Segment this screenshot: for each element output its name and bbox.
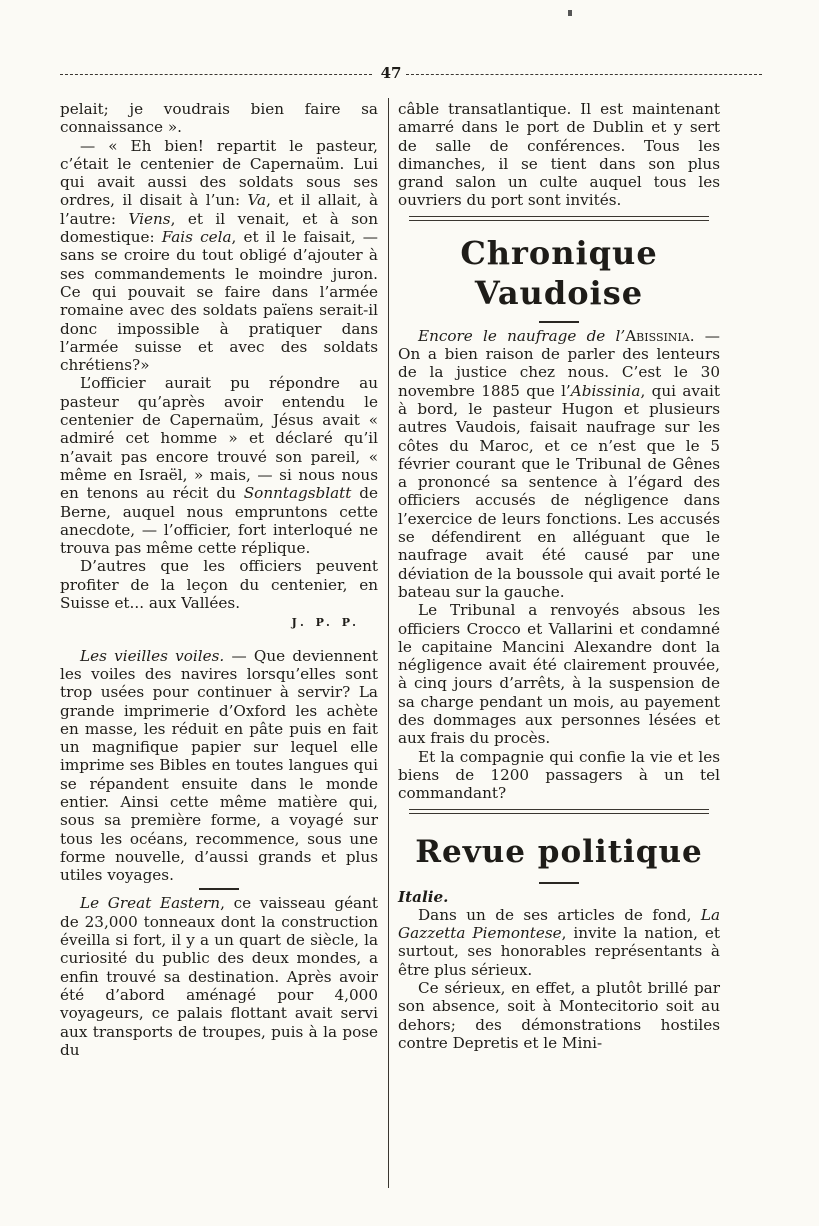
article-vieilles-voiles [60,647,378,885]
article-title: Encore le naufrage de [418,326,616,345]
italic-viens: Viens [128,209,171,228]
text-run: — « Eh bien! repartit le pasteur, c’était le centenier de Capernaüm. Lui qui avait aussi des soldats sous ses ordres, il disait à l’un: [60,136,378,210]
paragraph-vallees: D’autres que les officiers peuvent profiter de la leçon du centenier, en Suisse et... aux Vallées. [60,557,378,613]
page-header [60,62,762,84]
short-separator [539,321,579,323]
text-run: , ce vaisseau géant de 23,000 tonneaux dont la construction éveilla si fort, il y a un quart de siècle, la curiosité du public des deux mondes, a enfin trouvé sa destination. Après avoir été d’abord aménagé pour 4,000 voyageurs, ce palais flottant avait servi aux transports de troupes, puis à la pose du [60,894,378,1059]
article-abissinia [398,327,720,601]
header-rule-left [60,74,372,75]
text-run: de Berne, auquel nous empruntons cette anecdote, — l’officier, fort interloqué ne trouva pas même cette réplique. [60,484,378,558]
text-run: L’officier aurait pu répondre au pasteur qu’après avoir entendu le centenier de Capernaüm, Jésus avait « admiré cet homme » et déclaré qu’il n’avait pas encore trouvé son pareil, « même en Israël, » mais, — si nous nous en tenons au récit du [60,374,378,503]
text-run: — Que deviennent les voiles des navires lorsqu’elles sont trop usées pour continuer à servir? La grande imprimerie d’Oxford les achète en masse, les réduit en pâte puis en fait un magnifique papier sur lequel elle imprime ses Bibles en toutes langues qui se répandent ensuite dans le monde entier. Ainsi cette même matière qui, sous sa première forme, a voyagé sur tous les océans, recommence, sous une forme nouvelle, d’aussi grands et plus utiles voyages. [60,646,378,885]
text-run: , et il venait, et à son domestique: [60,209,378,247]
column-divider [388,98,389,1188]
italic-fais-cela: Fais cela [161,228,232,247]
paragraph-capernaum [60,137,378,375]
paragraph-gazzetta [398,906,720,979]
double-rule-separator [409,809,709,814]
header-rule-right [406,74,762,75]
text-run: Dans un de ses articles de fond, [418,905,701,924]
left-column [60,100,378,1059]
italic-ship-name: Abissinia [570,381,641,400]
section-heading-chronique: Chronique Vaudoise [460,233,658,312]
paragraph-cable: câble transatlantique. Il est maintenant amarré dans le port de Dublin et y sert de salle de conférences. Tous les dimanches, il se tient dans son plus grand salon un culte auquel tous les ouvriers du port sont invités. [398,100,720,210]
text-run: , invite la nation, et surtout, ses honorables représentants à être plus sérieux. [398,924,721,979]
text-run: , et il allait, à l’autre: [60,191,378,228]
page-number: 47 [380,64,402,82]
subheading-italie [398,888,720,906]
paragraph-connaissance: pelait; je voudrais bien faire sa connaissance ». [60,100,378,137]
italic-newspaper: La Gazzetta Piemontese [398,905,720,943]
italic-va: Va [247,191,267,210]
article-title: Les vieilles voiles. [80,646,225,665]
italic-sonntagsblatt: Sonntagsblatt [243,484,352,503]
country-label: Italie. [398,887,449,906]
section-heading-revue: Revue politique [415,833,703,870]
section-gap [60,633,378,647]
text-run: , et il le faisait, — sans se croire du tout obligé d’ajouter à ses commandements le moindre juron. Ce qui pouvait se faire dans l’armée romaine avec des soldats païens serait-il donc impossible à pratiquer dans l’armée suisse et avec des soldats chrétiens?» [60,228,378,375]
paragraph-tribunal: Le Tribunal a renvoyés absous les officiers Crocco et Vallarini et condamné le capitaine Mancini Alexandre dont la négligence avait été clairement prouvée, à cinq jours d’arrêts, à la suspension de sa charge pendant un mois, au payement des dommages aux personnes lésées et aux frais du procès. [398,601,720,748]
print-speck [568,10,572,16]
author-signature: J. P. P. [291,616,360,630]
text-run: — On a bien raison de parler des lenteurs de la justice chez nous. C’est le 30 novembre 1885 que l’ [398,326,720,400]
paragraph-serieux: Ce sérieux, en effet, a plutôt brillé par son absence, soit à Montecitorio soit au dehors; des démonstrations hostiles contre Depretis et le Mini- [398,978,720,1052]
text-run: , qui avait à bord, le pasteur Hugon et plusieurs autres Vaudois, faisait naufrage sur les côtes du Maroc, et ce n’est que le 5 février courant que le Tribunal de Gênes a prononcé sa sentence à l’égard des officiers accusés de négligence dans l’exercice de leurs fonctions. Les accusés se défendirent en alléguant que le naufrage avait été causé par une déviation de la boussole qui avait porté le bateau sur la gauche. [398,381,720,601]
article-great-eastern [60,894,378,1059]
article-title-article: l’ [615,326,626,345]
right-column [398,100,720,1052]
double-rule-separator [409,216,709,221]
article-title-ship: Abissinia. [625,326,695,345]
article-title: Le Great Eastern [80,894,221,913]
short-separator [539,882,579,884]
paragraph-officier [60,374,378,557]
paragraph-compagnie: Et la compagnie qui confie la vie et les biens de 1200 passagers à un tel commandant? [398,747,720,803]
short-separator [199,888,239,890]
